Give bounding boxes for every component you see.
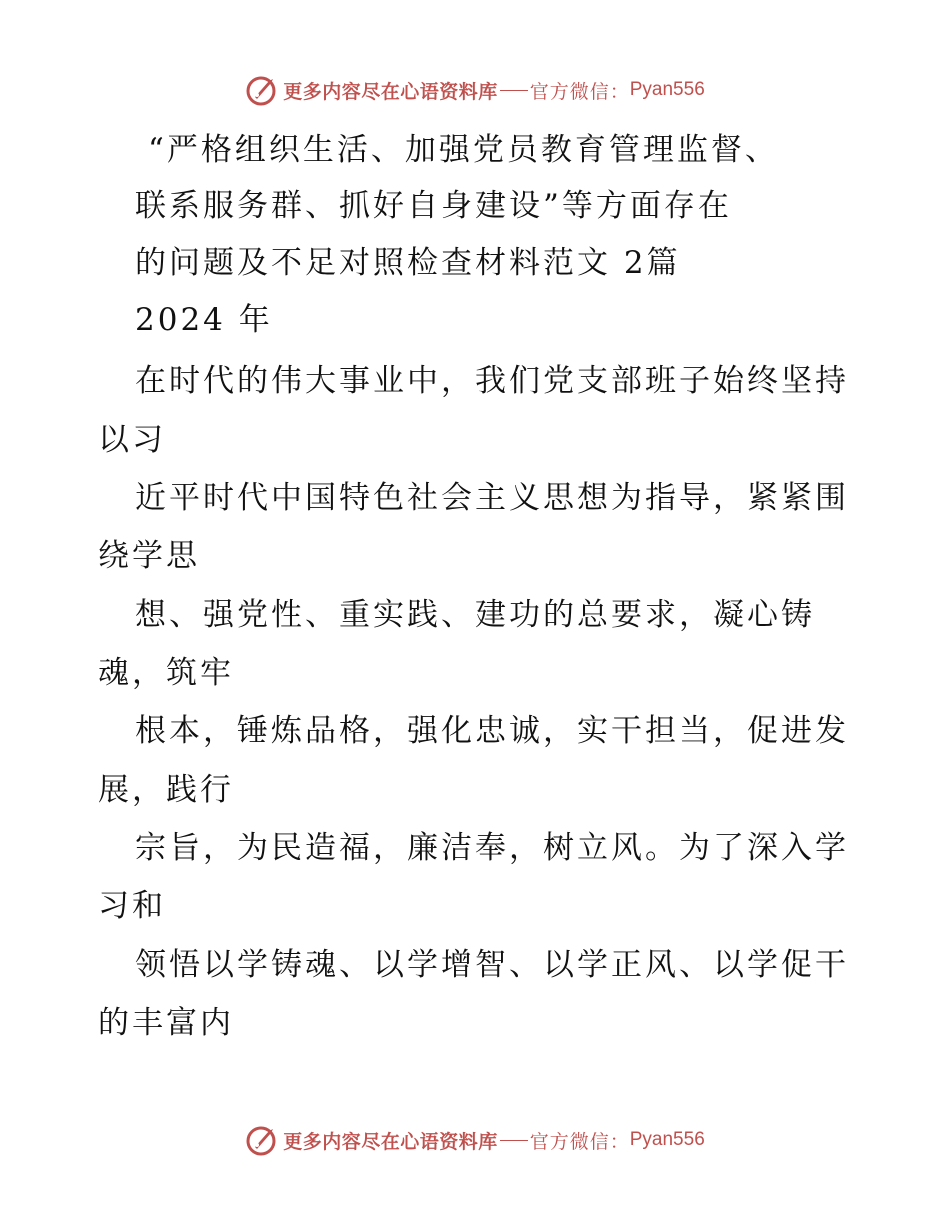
title-line-3: 的问题及不足对照检查材料范文 2篇	[135, 245, 681, 281]
watermark-channel-text: 官方微信：	[529, 1130, 630, 1153]
watermark-site-text: 更多内容尽在心语资料库	[283, 80, 498, 103]
year-line: 2024 年	[135, 302, 273, 338]
body-line-11: 领悟以学铸魂、以学增智、以学正风、以学促干	[135, 947, 849, 983]
title-line-2: 联系服务群、抓好自身建设”等方面存在	[135, 188, 732, 224]
watermark-site-text: 更多内容尽在心语资料库	[283, 1130, 498, 1153]
body-line-12: 的丰富内	[98, 1005, 234, 1041]
body-line-1: 在时代的伟大事业中，我们党支部班子始终坚持	[135, 363, 849, 399]
footer-watermark	[0, 1122, 950, 1158]
body-line-5: 想、强党性、重实践、建功的总要求，凝心铸	[135, 597, 815, 633]
title-line-1: “严格组织生活、加强党员教育管理监督、	[148, 132, 779, 168]
watermark-dash	[500, 90, 528, 91]
body-line-9: 宗旨，为民造福，廉洁奉，树立风。为了深入学	[135, 830, 849, 866]
watermark-dash	[500, 1140, 528, 1141]
watermark-channel-text: 官方微信：	[529, 80, 630, 103]
pen-logo-icon	[245, 73, 279, 107]
watermark-account-text: Pyan556	[629, 79, 705, 100]
body-line-3: 近平时代中国特色社会主义思想为指导，紧紧围	[135, 480, 849, 516]
body-line-8: 展，践行	[98, 772, 234, 808]
header-watermark	[0, 72, 950, 108]
body-line-7: 根本，锤炼品格，强化忠诚，实干担当，促进发	[135, 713, 849, 749]
pen-logo-icon	[245, 1123, 279, 1157]
body-line-10: 习和	[98, 888, 166, 924]
body-line-4: 绕学思	[98, 538, 200, 574]
body-line-6: 魂，筑牢	[98, 655, 234, 691]
body-line-2: 以习	[98, 422, 166, 458]
watermark-account-text: Pyan556	[629, 1129, 705, 1150]
